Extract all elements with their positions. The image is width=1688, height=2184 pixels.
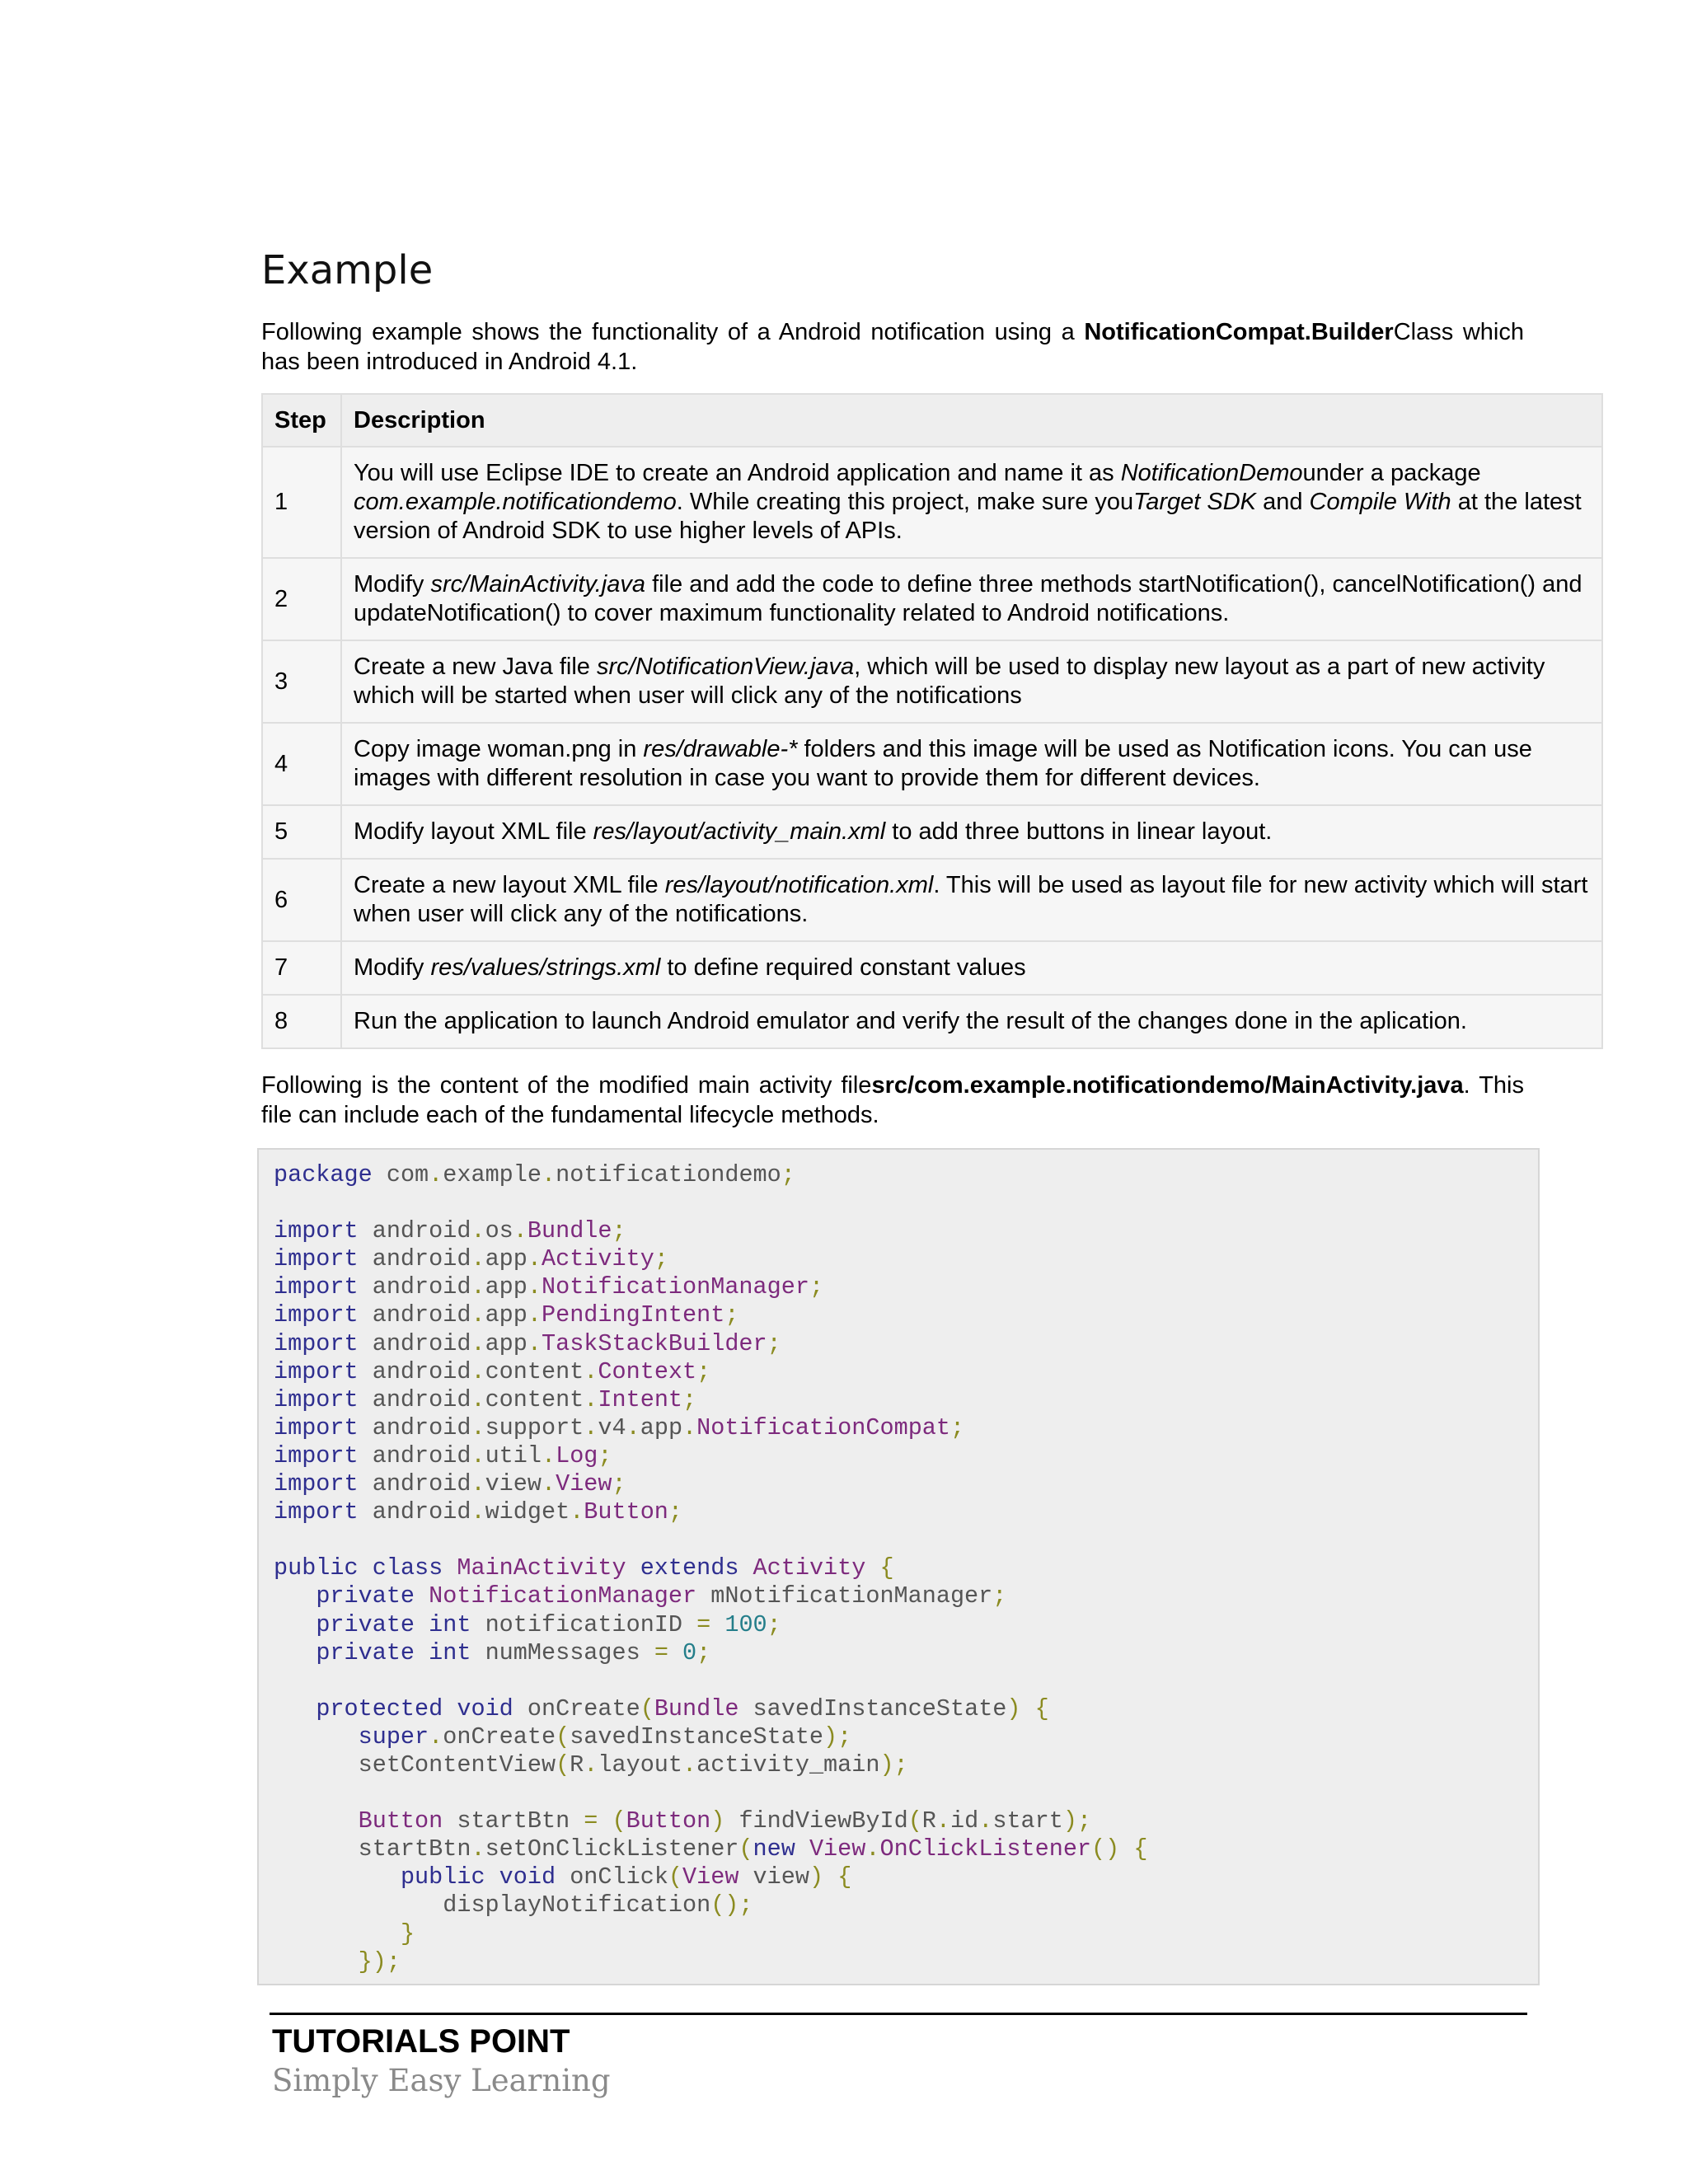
code-token: {	[1133, 1835, 1148, 1863]
code-token	[415, 1639, 429, 1666]
description-text: Copy image woman.png in	[354, 736, 644, 762]
code-line	[274, 1161, 795, 1188]
code-token: private	[316, 1582, 415, 1610]
description-text: folders and this image will be used as Notification icons. You can use images with different resolution in case you want to provide them for different devices.	[354, 736, 1532, 791]
code-token: NotificationCompat	[696, 1413, 951, 1441]
step-number: 8	[262, 995, 341, 1048]
description-text: at the latest version of Android SDK to use higher levels of APIs.	[354, 489, 1582, 544]
code-token: .	[527, 1301, 542, 1329]
description-text: under a package	[1302, 460, 1481, 486]
step-description	[341, 640, 1602, 723]
column-header-step: Step	[262, 394, 341, 447]
code-token: Intent	[598, 1385, 683, 1413]
code-token: import	[274, 1441, 359, 1469]
code-token: start	[992, 1807, 1063, 1835]
code-token: ;	[612, 1217, 626, 1245]
main-activity-paragraph	[261, 1071, 1524, 1130]
step-number: 6	[262, 859, 341, 941]
code-token	[485, 1863, 499, 1891]
paragraph-text-end: . This file can include each of the fundamental lifecycle methods.	[261, 1072, 1524, 1128]
code-token: int	[429, 1638, 471, 1666]
step-number: 1	[262, 447, 341, 558]
code-token: onClick	[556, 1863, 668, 1891]
code-token: .	[471, 1835, 485, 1863]
code-token: .	[471, 1273, 485, 1301]
code-token: android	[358, 1441, 471, 1469]
code-token: }	[400, 1919, 415, 1947]
code-line	[274, 1301, 738, 1329]
code-token: void	[499, 1863, 556, 1891]
code-token: Context	[598, 1357, 697, 1385]
code-token: android	[358, 1217, 471, 1245]
table-row	[262, 859, 1602, 941]
step-description	[341, 447, 1602, 558]
step-number: 2	[262, 558, 341, 640]
description-text: file and add the code to define three methods startNotification(), cancelNotification() and updateNotification() to cover maximum functionality related to Android notifications.	[354, 571, 1582, 626]
code-token: Button	[626, 1807, 711, 1835]
code-line	[274, 1554, 894, 1582]
code-token: )	[809, 1863, 824, 1891]
code-listing	[274, 1161, 1523, 1976]
code-token: android	[358, 1245, 471, 1273]
code-line	[274, 1639, 710, 1666]
code-token: private	[316, 1638, 415, 1666]
code-token: ;	[668, 1498, 683, 1526]
code-token: )	[1006, 1694, 1021, 1722]
code-token	[1119, 1835, 1133, 1863]
code-token: savedInstanceState	[738, 1694, 1007, 1722]
code-token: .	[471, 1413, 485, 1441]
code-line	[274, 1891, 753, 1919]
intro-text-end: Class which has been introduced in Android 4.1.	[261, 319, 1524, 375]
code-token	[274, 1920, 401, 1947]
code-token: .	[527, 1329, 542, 1357]
emphasis-text: res/values/strings.xml	[430, 954, 661, 981]
code-token	[274, 1948, 359, 1975]
code-line	[274, 1358, 710, 1385]
code-token: android	[358, 1498, 471, 1526]
footer-tagline: Simply Easy Learning	[272, 2063, 611, 2098]
code-token: .	[865, 1835, 880, 1863]
code-token: {	[879, 1554, 894, 1582]
code-line	[274, 1835, 1147, 1863]
code-token: =	[654, 1638, 668, 1666]
code-token: OnClickListener	[879, 1835, 1092, 1863]
code-token: .	[471, 1217, 485, 1245]
code-token: (	[668, 1863, 683, 1891]
code-line	[274, 1470, 626, 1497]
code-token: .	[935, 1807, 951, 1835]
code-token: .	[471, 1245, 485, 1273]
code-token	[865, 1554, 879, 1582]
code-token: numMessages	[471, 1638, 654, 1666]
code-token: ;	[696, 1638, 711, 1666]
code-line	[274, 1245, 668, 1272]
description-text: Create a new layout XML file	[354, 872, 665, 898]
code-token: .	[471, 1329, 485, 1357]
emphasis-text: res/layout/notification.xml	[664, 872, 934, 898]
code-line	[274, 1863, 851, 1891]
code-token: );	[879, 1750, 908, 1779]
emphasis-text: NotificationDemo	[1120, 460, 1303, 486]
code-token: .	[570, 1498, 584, 1526]
code-token: .	[542, 1161, 556, 1188]
code-line	[274, 1217, 626, 1244]
code-token	[823, 1863, 837, 1891]
footer-divider	[270, 2013, 1527, 2015]
code-token: os	[485, 1217, 513, 1245]
code-token: android	[358, 1413, 471, 1441]
code-token: Activity	[541, 1245, 654, 1273]
code-token: ()	[1091, 1835, 1120, 1863]
description-text: . This will be used as layout file for new activity which will start when user will click any of the notifications.	[354, 872, 1588, 927]
code-token: .	[513, 1217, 528, 1245]
steps-table	[261, 393, 1603, 1049]
intro-paragraph	[261, 317, 1524, 377]
code-token: Bundle	[527, 1217, 612, 1245]
code-token: Button	[358, 1807, 443, 1835]
code-token	[626, 1554, 640, 1582]
code-token: (	[556, 1722, 570, 1750]
section-heading: Example	[261, 247, 434, 293]
code-token	[415, 1582, 429, 1610]
code-token: import	[274, 1357, 359, 1385]
code-line	[274, 1273, 823, 1301]
code-token: class	[372, 1554, 443, 1582]
code-token: notificationID	[471, 1610, 697, 1638]
code-token: Log	[556, 1441, 598, 1469]
code-token: ;	[767, 1329, 781, 1357]
code-token: .	[471, 1385, 485, 1413]
code-token: (	[612, 1807, 626, 1835]
code-token: {	[1034, 1694, 1049, 1722]
code-token: android	[358, 1385, 471, 1413]
code-token: android	[358, 1357, 471, 1385]
code-token: view	[738, 1863, 809, 1891]
code-token: layout	[598, 1750, 683, 1779]
code-token: setContentView	[274, 1750, 556, 1779]
code-token	[274, 1695, 316, 1722]
step-description	[341, 995, 1602, 1048]
code-line	[274, 1442, 612, 1469]
description-text: to add three buttons in linear layout.	[885, 818, 1273, 845]
code-token: onCreate	[513, 1694, 640, 1722]
code-token	[415, 1611, 429, 1638]
footer-brand: TUTORIALS POINT	[272, 2023, 570, 2060]
code-token: import	[274, 1329, 359, 1357]
class-name: NotificationCompat.Builder	[1084, 319, 1394, 345]
description-text: , which will be used to display new layout as a part of new activity which will be started when user will click any of the notifications	[354, 654, 1545, 709]
code-token	[274, 1723, 359, 1750]
code-token: app	[485, 1245, 528, 1273]
code-token	[443, 1554, 457, 1582]
code-token: Bundle	[654, 1694, 739, 1722]
column-header-description: Description	[341, 394, 1602, 447]
code-token: ;	[781, 1161, 795, 1188]
code-token: Activity	[753, 1554, 866, 1582]
code-token: );	[1062, 1807, 1092, 1835]
code-token: .	[429, 1722, 443, 1750]
table-header-row	[262, 394, 1602, 447]
code-token: .	[471, 1470, 485, 1498]
code-token: .	[527, 1245, 542, 1273]
code-token: 100	[724, 1610, 767, 1638]
step-number: 3	[262, 640, 341, 723]
code-token: widget	[485, 1498, 570, 1526]
emphasis-text: src/MainActivity.java	[430, 571, 646, 598]
code-token: import	[274, 1385, 359, 1413]
emphasis-text: Compile With	[1309, 489, 1451, 515]
code-token	[443, 1695, 457, 1722]
description-text: Modify	[354, 954, 431, 981]
code-token: ;	[724, 1301, 739, 1329]
code-token: View	[682, 1863, 739, 1891]
code-token: =	[584, 1807, 598, 1835]
code-token: .	[471, 1301, 485, 1329]
code-token	[274, 1611, 316, 1638]
code-token: MainActivity	[457, 1554, 626, 1582]
emphasis-text: res/layout/activity_main.xml	[593, 818, 886, 845]
code-token: ;	[696, 1357, 711, 1385]
code-token: .	[682, 1413, 697, 1441]
code-line	[274, 1920, 415, 1947]
code-token: (	[738, 1835, 753, 1863]
code-token: private	[316, 1610, 415, 1638]
code-token: import	[274, 1245, 359, 1273]
code-token	[274, 1863, 401, 1891]
code-token: new	[753, 1835, 795, 1863]
code-token: PendingIntent	[541, 1301, 725, 1329]
step-number: 5	[262, 805, 341, 859]
code-token: ;	[950, 1413, 965, 1441]
code-token: public	[274, 1554, 359, 1582]
code-token: notificationdemo	[556, 1161, 781, 1188]
code-token: .	[978, 1807, 993, 1835]
code-token: support	[485, 1413, 584, 1441]
code-token: NotificationManager	[541, 1273, 809, 1301]
code-token: ();	[710, 1891, 753, 1919]
code-token: View	[809, 1835, 866, 1863]
code-line	[274, 1723, 851, 1750]
emphasis-text: src/NotificationView.java	[596, 654, 855, 680]
table-row	[262, 723, 1602, 805]
code-token: Button	[584, 1498, 668, 1526]
code-token: content	[485, 1357, 584, 1385]
code-token: protected	[316, 1694, 443, 1722]
code-token: ;	[767, 1610, 781, 1638]
code-line	[274, 1414, 964, 1441]
step-description	[341, 723, 1602, 805]
code-token: app	[485, 1273, 528, 1301]
code-line	[274, 1695, 1049, 1722]
emphasis-text: com.example.notificationdemo	[354, 489, 677, 515]
code-token: ;	[682, 1385, 697, 1413]
code-token: ;	[654, 1245, 668, 1273]
code-token: findViewById	[724, 1807, 908, 1835]
code-token: .	[429, 1161, 443, 1188]
code-token	[359, 1554, 373, 1582]
code-token: .	[626, 1413, 640, 1441]
code-token: startBtn	[274, 1835, 471, 1863]
code-line	[274, 1330, 781, 1357]
code-token: public	[400, 1863, 485, 1891]
code-token	[598, 1807, 612, 1835]
code-token: =	[696, 1610, 711, 1638]
code-token: import	[274, 1301, 359, 1329]
code-token: .	[541, 1441, 556, 1469]
code-token: content	[485, 1385, 584, 1413]
code-line	[274, 1611, 781, 1638]
code-token: .	[584, 1385, 598, 1413]
step-number: 4	[262, 723, 341, 805]
code-token: android	[358, 1273, 471, 1301]
description-text: Create a new Java file	[354, 654, 597, 680]
code-token	[738, 1554, 753, 1582]
code-token: .	[471, 1441, 485, 1469]
code-token: extends	[640, 1554, 739, 1582]
code-token: .	[527, 1273, 542, 1301]
description-text: Run the application to launch Android emulator and verify the result of the changes done in the aplication.	[354, 1008, 1467, 1034]
intro-text: Following example shows the functionality of a Android notification using a	[261, 319, 1085, 345]
table-row	[262, 558, 1602, 640]
code-token: .	[682, 1750, 697, 1779]
code-token: mNotificationManager	[696, 1582, 993, 1610]
table-row	[262, 447, 1602, 558]
code-token: ;	[598, 1441, 612, 1469]
description-text: You will use Eclipse IDE to create an Android application and name it as	[354, 460, 1121, 486]
code-token: import	[274, 1413, 359, 1441]
description-text: Modify	[354, 571, 431, 598]
code-token: import	[274, 1273, 359, 1301]
code-token: R	[921, 1807, 936, 1835]
code-token: app	[485, 1301, 528, 1329]
code-token: onCreate	[443, 1722, 556, 1750]
code-token: ;	[809, 1273, 824, 1301]
code-line	[274, 1498, 682, 1526]
code-token: import	[274, 1217, 359, 1245]
emphasis-text: Target SDK	[1133, 489, 1257, 515]
code-line	[274, 1751, 908, 1779]
emphasis-text: res/drawable-*	[643, 736, 798, 762]
code-token: setOnClickListener	[485, 1835, 739, 1863]
step-description	[341, 859, 1602, 941]
code-token: NotificationManager	[429, 1582, 697, 1610]
file-path: src/com.example.notificationdemo/MainActivity.java	[871, 1072, 1464, 1099]
code-token: .	[471, 1357, 485, 1385]
code-token: id	[950, 1807, 979, 1835]
code-token: 0	[682, 1638, 697, 1666]
code-token: {	[837, 1863, 852, 1891]
code-token	[1021, 1695, 1035, 1722]
code-token	[274, 1639, 316, 1666]
code-token: )	[710, 1807, 725, 1835]
code-token: (	[640, 1694, 654, 1722]
code-token: import	[274, 1498, 359, 1526]
code-token: (	[556, 1750, 570, 1779]
code-token: startBtn	[443, 1807, 584, 1835]
description-text: to define required constant values	[660, 954, 1026, 981]
code-token: TaskStackBuilder	[541, 1329, 767, 1357]
code-token	[668, 1639, 682, 1666]
code-token: int	[429, 1610, 471, 1638]
step-number: 7	[262, 941, 341, 995]
code-token: View	[556, 1470, 612, 1498]
code-token: savedInstanceState	[570, 1722, 824, 1750]
code-token: import	[274, 1470, 359, 1498]
code-token	[274, 1582, 316, 1610]
code-token: util	[485, 1441, 542, 1469]
code-token: .	[584, 1357, 598, 1385]
step-description	[341, 941, 1602, 995]
step-description	[341, 558, 1602, 640]
code-token: });	[358, 1947, 401, 1975]
steps-table-body	[262, 447, 1602, 1048]
code-token: com	[372, 1161, 429, 1188]
code-block	[257, 1148, 1540, 1985]
code-token: view	[485, 1470, 542, 1498]
paragraph-text: Following is the content of the modified main activity file	[261, 1072, 872, 1099]
code-line	[274, 1386, 696, 1413]
code-token: );	[823, 1722, 852, 1750]
code-token: example	[443, 1161, 542, 1188]
code-token: android	[358, 1470, 471, 1498]
table-row	[262, 640, 1602, 723]
code-token: package	[274, 1161, 373, 1188]
step-description	[341, 805, 1602, 859]
code-token: android	[358, 1301, 471, 1329]
code-token	[795, 1835, 809, 1863]
code-token: .	[584, 1750, 598, 1779]
code-token: app	[485, 1329, 528, 1357]
code-line	[274, 1582, 1006, 1610]
code-token: R	[570, 1750, 584, 1779]
description-text: and	[1256, 489, 1310, 515]
code-token: void	[457, 1694, 513, 1722]
table-row	[262, 805, 1602, 859]
code-token: .	[471, 1498, 485, 1526]
code-token: ;	[992, 1582, 1007, 1610]
code-token: displayNotification	[274, 1891, 711, 1919]
description-text: Modify layout XML file	[354, 818, 593, 845]
code-token: activity_main	[696, 1750, 880, 1779]
code-line	[274, 1807, 1091, 1835]
code-token: (	[907, 1807, 922, 1835]
code-token: super	[358, 1722, 429, 1750]
code-token	[710, 1611, 724, 1638]
code-token: android	[358, 1329, 471, 1357]
code-token: app	[640, 1413, 683, 1441]
code-token	[274, 1807, 359, 1835]
code-token: ;	[612, 1470, 626, 1498]
table-row	[262, 941, 1602, 995]
table-row	[262, 995, 1602, 1048]
code-token: v4	[598, 1413, 626, 1441]
code-line	[274, 1948, 401, 1975]
code-token: .	[541, 1470, 556, 1498]
code-token: .	[584, 1413, 598, 1441]
description-text: . While creating this project, make sure you	[676, 489, 1134, 515]
